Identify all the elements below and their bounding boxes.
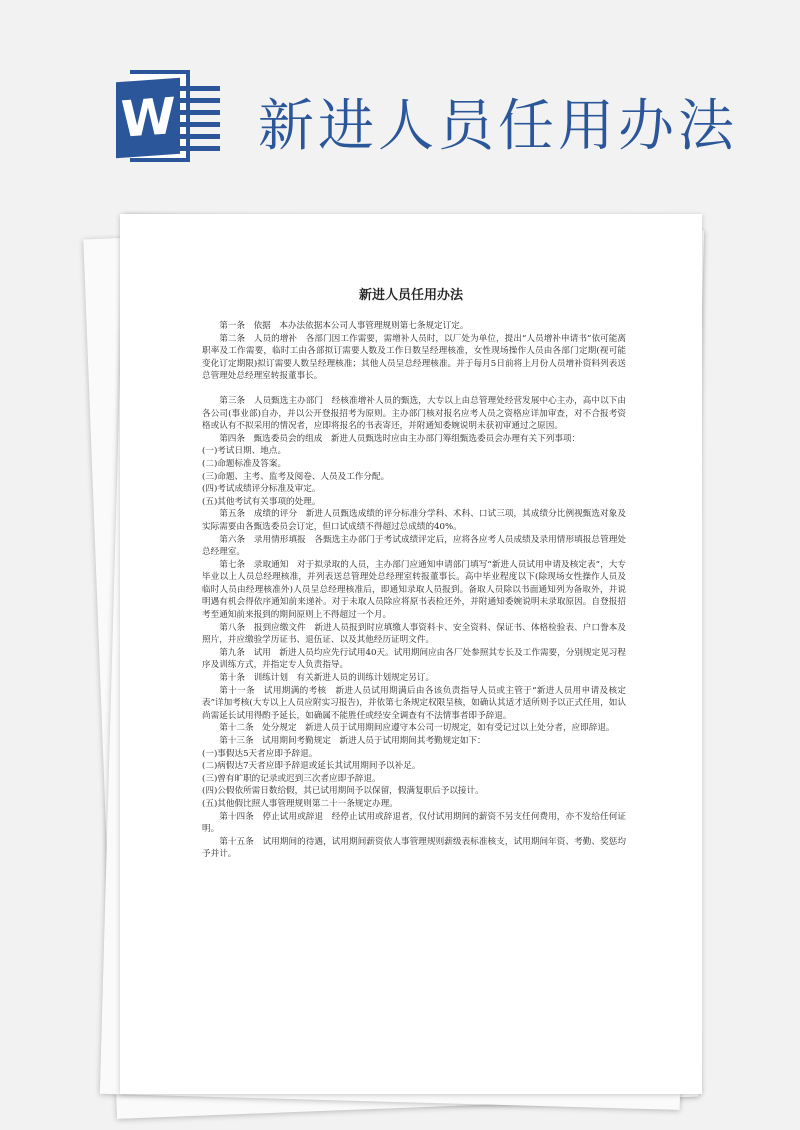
banner-title: 新进人员任用办法	[258, 94, 738, 159]
list-item: (一)事假达5天者应即予辞退。	[202, 748, 318, 759]
article-paragraph: 第十二条 处分规定 新进人员于试用期间应遵守本公司一切规定，如有受记过以上处分者，应即辞退。	[219, 723, 615, 734]
list-item: (二)命题标准及答案。	[202, 458, 287, 469]
article-paragraph: 第八条 报到应缴文件 新进人员报到时应填缴人事资料卡、安全资料、保证书、体格检验表、户口誊本及照片，并应缴验学历证书、退伍证、以及其他经历证明文件。	[202, 622, 626, 646]
paragraph-gap	[202, 383, 626, 395]
article-paragraph: 第一条 依据 本办法依据本公司人事管理规则第七条规定订定。	[219, 321, 469, 331]
article-paragraph: 第七条 录取通知 对于拟录取的人员，主办部门应通知申请部门填写“新进人员试用申请及核定表”，大专毕业以上人员总经理核准，并列表送总管理处总经理室转报董事长。高中毕业程度以下(除现场女性操作人员及临时人员由经理核准外)人员呈总经理核准后，即通知录取人员报到。备取人员除以书面通知列为备取外，并说明遇有机会得依序通知前来递补。对于未取人员除应将原书表检还外，并附通知委婉说明未录取原因。自登报招考至通知前来报到的期间原则上不得超过一个月。	[202, 559, 626, 621]
article-paragraph: 第六条 录用情形填报 各甄选主办部门于考试成绩评定后，应将各应考人员成绩及录用情形填报总管理处总经理室。	[202, 534, 626, 558]
article-paragraph: 第二条 人员的增补 各部门因工作需要，需增补人员时，以厂处为单位，提出“人员增补申请书”依可能离职率及工作需要，临时工由各部拟订需要人数及工作日数呈经理核准，女性现场操作人员由各部门定期(视可能变化订定期限)拟订需要人数呈经理核准；其他人员呈总经理核准。并于每月5日前将上月份人员增补资料列表送总管理处总经理室转报董事长。	[202, 333, 626, 382]
article-paragraph: 第十五条 试用期间的待遇，试用期间薪资依人事管理规则薪级表标准核支，试用期间年资、考勤、奖惩均予并计。	[202, 836, 626, 860]
list-item: (四)考试成绩评分标准及审定。	[202, 484, 321, 495]
word-document-icon	[116, 70, 226, 175]
article-paragraph: 第九条 试用 新进人员均应先行试用40天。试用期间应由各厂处参照其专长及工作需要，分别规定见习程序及训练方式，并指定专人负责指导。	[202, 647, 626, 671]
article-paragraph: 第三条 人员甄选主办部门 经核准增补人员的甄选，大专以上由总管理处经营发展中心主办，高中以下由各公司(事业部)自办，并以公开登报招考为原则。主办部门核对报名应考人员之资格应详加审查，对不合报考资格或认有不拟采用的情况者，应即将报名的书表寄还，并附通知委婉说明未获初审通过之原因。	[202, 395, 626, 432]
article-paragraph: 第五条 成绩的评分 新进人员甄选成绩的评分标准分学科、术科、口试三项，其成绩分比例视甄选对象及实际需要由各甄选委员会订定，但口试成绩不得超过总成绩的40%。	[202, 509, 626, 532]
article-paragraph: 第十一条 试用期满的考核 新进人员试用期满后由各该负责指导人员或主管于“新进人员用申请及核定表”详加考核(大专以上人员应附实习报告)，并依第七条规定权限呈核，如确认其适才适所则予以正式任用，如认尚需延长试用得酌予延长，如确属不能胜任或经安全调查有不法情事者即予辞退。	[202, 685, 626, 721]
document-title: 新进人员任用办法	[358, 288, 463, 303]
list-item: (四)公假依所需日数给假，其已试用期间予以保留，假满复职后予以接计。	[202, 786, 484, 797]
word-line-decoration	[174, 86, 220, 91]
article-paragraph: 第十三条 试用期间考勤规定 新进人员于试用期间其考勤规定如下：	[219, 736, 486, 746]
article-paragraph: 第十四条 停止试用或辞退 经停止试用或辞退者，仅付试用期间的薪资不另支任何费用，亦不发给任何证明。	[202, 811, 626, 835]
list-item: (三)曾有旷职的记录或迟到三次者应即予辞退。	[202, 773, 381, 784]
document-page	[120, 214, 702, 1094]
word-line-decoration	[174, 110, 220, 115]
word-line-decoration	[174, 146, 220, 151]
document-body	[202, 320, 626, 861]
word-line-decoration	[174, 134, 220, 139]
list-item: (三)命题、主考、监考及阅卷、人员及工作分配。	[202, 471, 390, 482]
banner	[0, 0, 800, 210]
list-item: (二)病假达7天者应即予辞退或延长其试用期间予以补足。	[202, 761, 421, 772]
list-item: (五)其他考试有关事项的处理。	[202, 496, 321, 507]
article-paragraph: 第四条 甄选委员会的组成 新进人员甄选时应由主办部门筹组甄选委员会办理有关下列事项：	[219, 433, 581, 444]
word-line-decoration	[174, 122, 220, 127]
list-item: (一)考试日期、地点。	[202, 446, 287, 457]
list-item: (五)其他假比照人事管理规则第二十一条规定办理。	[202, 798, 398, 809]
word-logo-letter: W	[116, 78, 180, 158]
article-paragraph: 第十条 训练计划 有关新进人员的训练计划规定另订。	[219, 673, 435, 684]
word-line-decoration	[174, 98, 220, 103]
